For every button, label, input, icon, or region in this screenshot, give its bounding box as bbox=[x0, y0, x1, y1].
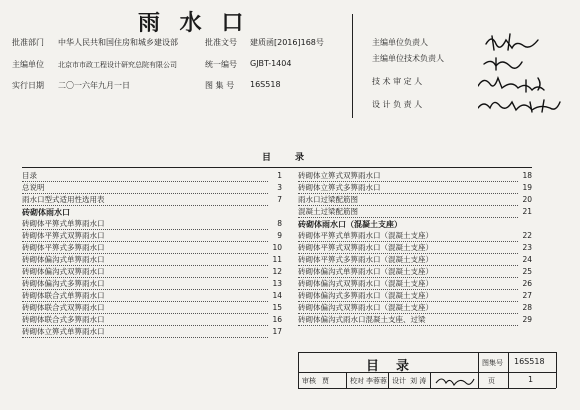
page-number: 1 bbox=[528, 375, 534, 384]
title-block-title: 目 录 bbox=[366, 359, 412, 374]
toc-entry-title: 砖砌体平箅式双箅雨水口 bbox=[22, 231, 105, 240]
review-name: 贾 bbox=[322, 377, 329, 385]
toc-entry-title: 砖砌体偏沟式多箅雨水口 bbox=[22, 279, 105, 288]
unified-no-label: 统一编号 bbox=[205, 60, 237, 69]
toc-entry-page: 12 bbox=[272, 267, 282, 276]
toc-entry-title: 砖砌体平箅式多箅雨水口 bbox=[22, 243, 105, 252]
toc-entry-title: 总说明 bbox=[22, 183, 45, 192]
toc-entry-page: 10 bbox=[272, 243, 282, 252]
toc-entry-page: 21 bbox=[522, 207, 532, 216]
toc-entry-title: 砖砌体偏沟式双箅雨水口 bbox=[22, 267, 105, 276]
toc-leader-dots bbox=[22, 170, 268, 182]
toc-entry[interactable] bbox=[298, 278, 538, 289]
toc-leader-dots bbox=[22, 182, 268, 194]
toc-entry-page: 29 bbox=[522, 315, 532, 324]
toc-entry[interactable] bbox=[22, 230, 284, 241]
signatures-image bbox=[478, 28, 570, 120]
toc-entry[interactable] bbox=[298, 170, 538, 181]
title-block-right bbox=[556, 352, 557, 388]
toc-entry-title: 砖砌体偏沟式单箅雨水口（混凝土支座） bbox=[298, 267, 433, 276]
toc-entry-title: 混凝土过梁配筋图 bbox=[298, 207, 358, 216]
toc-entry[interactable] bbox=[298, 266, 538, 277]
title-block-mid bbox=[298, 372, 556, 373]
toc-entry-title: 砖砌体联合式多箅雨水口 bbox=[22, 315, 105, 324]
toc-top-rule bbox=[22, 167, 532, 168]
toc-entry[interactable] bbox=[22, 254, 284, 265]
toc-entry-page: 16 bbox=[272, 315, 282, 324]
review-label: 审核 bbox=[302, 377, 316, 385]
toc-entry[interactable] bbox=[22, 290, 284, 301]
title-block-atlas-label: 图集号 bbox=[482, 359, 503, 367]
editor: 北京市市政工程设计研究总院有限公司 bbox=[58, 61, 177, 69]
title-block-col-b bbox=[508, 352, 509, 388]
toc-entry[interactable] bbox=[298, 314, 538, 325]
toc-entry-title: 砖砌体平箅式单箅雨水口（混凝土支座） bbox=[298, 231, 433, 240]
page-label: 页 bbox=[488, 377, 495, 385]
toc-entry-page: 14 bbox=[272, 291, 282, 300]
approval-doc-label: 批准文号 bbox=[205, 38, 237, 47]
toc-entry[interactable] bbox=[22, 302, 284, 313]
toc-entry-page: 24 bbox=[522, 255, 532, 264]
toc-entry[interactable] bbox=[298, 254, 538, 265]
toc-entry-page: 25 bbox=[522, 267, 532, 276]
title-block-atlas-no: 16S518 bbox=[514, 357, 545, 366]
title-block-left bbox=[298, 352, 299, 388]
toc-entry-page: 9 bbox=[277, 231, 282, 240]
toc-entry[interactable] bbox=[298, 230, 538, 241]
toc-entry-page: 15 bbox=[272, 303, 282, 312]
atlas-title: 雨 水 口 bbox=[138, 11, 250, 36]
atlas-no: 16S518 bbox=[250, 80, 281, 89]
impl-date-label: 实行日期 bbox=[12, 81, 44, 90]
toc-entry[interactable] bbox=[298, 206, 538, 217]
header-divider bbox=[352, 14, 353, 118]
toc-entry-title: 雨水口型式适用性选用表 bbox=[22, 195, 105, 204]
toc-entry-page: 26 bbox=[522, 279, 532, 288]
toc-section-heading: 砖砌体雨水口（混凝土支座） bbox=[298, 220, 402, 229]
toc-entry-title: 砖砌体联合式单箅雨水口 bbox=[22, 291, 105, 300]
editor-label: 主编单位 bbox=[12, 60, 44, 69]
approval-dept-label: 批准部门 bbox=[12, 38, 44, 47]
toc-entry-title: 砖砌体平箅式双箅雨水口（混凝土支座） bbox=[298, 243, 433, 252]
designer-signature-image bbox=[434, 373, 476, 387]
toc-entry-title: 砖砌体联合式双箅雨水口 bbox=[22, 303, 105, 312]
toc-title: 目 录 bbox=[262, 153, 307, 163]
toc-entry-title: 砖砌体立箅式双箅雨水口 bbox=[298, 171, 381, 180]
toc-entry-page: 28 bbox=[522, 303, 532, 312]
toc-entry-page: 22 bbox=[522, 231, 532, 240]
toc-entry-page: 19 bbox=[522, 183, 532, 192]
toc-entry-title: 砖砌体偏沟式雨水口混凝土支座、过梁 bbox=[298, 315, 426, 324]
toc-entry[interactable] bbox=[22, 326, 284, 337]
toc-entry[interactable] bbox=[22, 314, 284, 325]
toc-entry[interactable] bbox=[22, 218, 284, 229]
toc-entry-page: 1 bbox=[277, 171, 282, 180]
toc-entry[interactable] bbox=[22, 278, 284, 289]
toc-entry[interactable] bbox=[298, 302, 538, 313]
responsible-label-4: 设 计 负 责 人 bbox=[372, 100, 423, 109]
approval-dept: 中华人民共和国住房和城乡建设部 bbox=[58, 38, 178, 47]
toc-entry-title: 雨水口过梁配筋图 bbox=[298, 195, 358, 204]
title-block-col-d bbox=[388, 372, 389, 388]
toc-entry[interactable] bbox=[22, 170, 284, 181]
toc-entry-title: 砖砌体偏沟式单箅雨水口 bbox=[22, 255, 105, 264]
title-block-top bbox=[298, 352, 556, 353]
check-name: 李蓉蓉 bbox=[366, 377, 387, 385]
toc-entry-title: 砖砌体偏沟式双箅雨水口（混凝土支座） bbox=[298, 303, 433, 312]
check-label: 校对 bbox=[350, 377, 364, 385]
toc-entry[interactable] bbox=[298, 182, 538, 193]
toc-entry-title: 砖砌体立箅式单箅雨水口 bbox=[22, 327, 105, 336]
toc-entry-page: 18 bbox=[522, 171, 532, 180]
title-block-col-e bbox=[430, 372, 431, 388]
toc-entry-title: 目录 bbox=[22, 171, 37, 180]
toc-entry-page: 27 bbox=[522, 291, 532, 300]
toc-entry[interactable] bbox=[22, 194, 284, 205]
responsible-label-1: 主编单位负责人 bbox=[372, 38, 428, 47]
toc-entry-page: 11 bbox=[272, 255, 282, 264]
toc-entry-title: 砖砌体平箅式多箅雨水口（混凝土支座） bbox=[298, 255, 433, 264]
design-label: 设计 bbox=[392, 377, 406, 385]
toc-entry-page: 3 bbox=[277, 183, 282, 192]
title-block-bottom bbox=[298, 388, 556, 389]
impl-date: 二〇一六年九月一日 bbox=[58, 81, 130, 90]
toc-entry-page: 23 bbox=[522, 243, 532, 252]
toc-entry-page: 13 bbox=[272, 279, 282, 288]
toc-section-heading: 砖砌体雨水口 bbox=[22, 208, 70, 217]
toc-entry[interactable] bbox=[298, 242, 538, 253]
responsible-label-3: 技 术 审 定 人 bbox=[372, 77, 423, 86]
toc-entry-title: 砖砌体立箅式多箅雨水口 bbox=[298, 183, 381, 192]
toc-entry-page: 7 bbox=[277, 195, 282, 204]
toc-entry-page: 17 bbox=[272, 327, 282, 336]
atlas-no-label: 图 集 号 bbox=[205, 81, 235, 90]
title-block-col-a bbox=[478, 352, 479, 388]
toc-entry-title: 砖砌体平箅式单箅雨水口 bbox=[22, 219, 105, 228]
title-block-col-c bbox=[346, 372, 347, 388]
approval-doc: 建质函[2016]168号 bbox=[250, 38, 324, 47]
responsible-label-2: 主编单位技术负责人 bbox=[372, 54, 444, 63]
toc-entry[interactable] bbox=[298, 290, 538, 301]
unified-no: GJBT-1404 bbox=[250, 59, 292, 68]
design-name: 刘 涛 bbox=[410, 377, 427, 385]
toc-entry-page: 20 bbox=[522, 195, 532, 204]
toc-entry[interactable] bbox=[22, 242, 284, 253]
toc-entry[interactable] bbox=[22, 266, 284, 277]
toc-entry-title: 砖砌体偏沟式多箅雨水口（混凝土支座） bbox=[298, 291, 433, 300]
toc-entry-page: 8 bbox=[277, 219, 282, 228]
toc-entry-title: 砖砌体偏沟式双箅雨水口（混凝土支座） bbox=[298, 279, 433, 288]
toc-entry[interactable] bbox=[298, 194, 538, 205]
toc-entry[interactable] bbox=[22, 182, 284, 193]
